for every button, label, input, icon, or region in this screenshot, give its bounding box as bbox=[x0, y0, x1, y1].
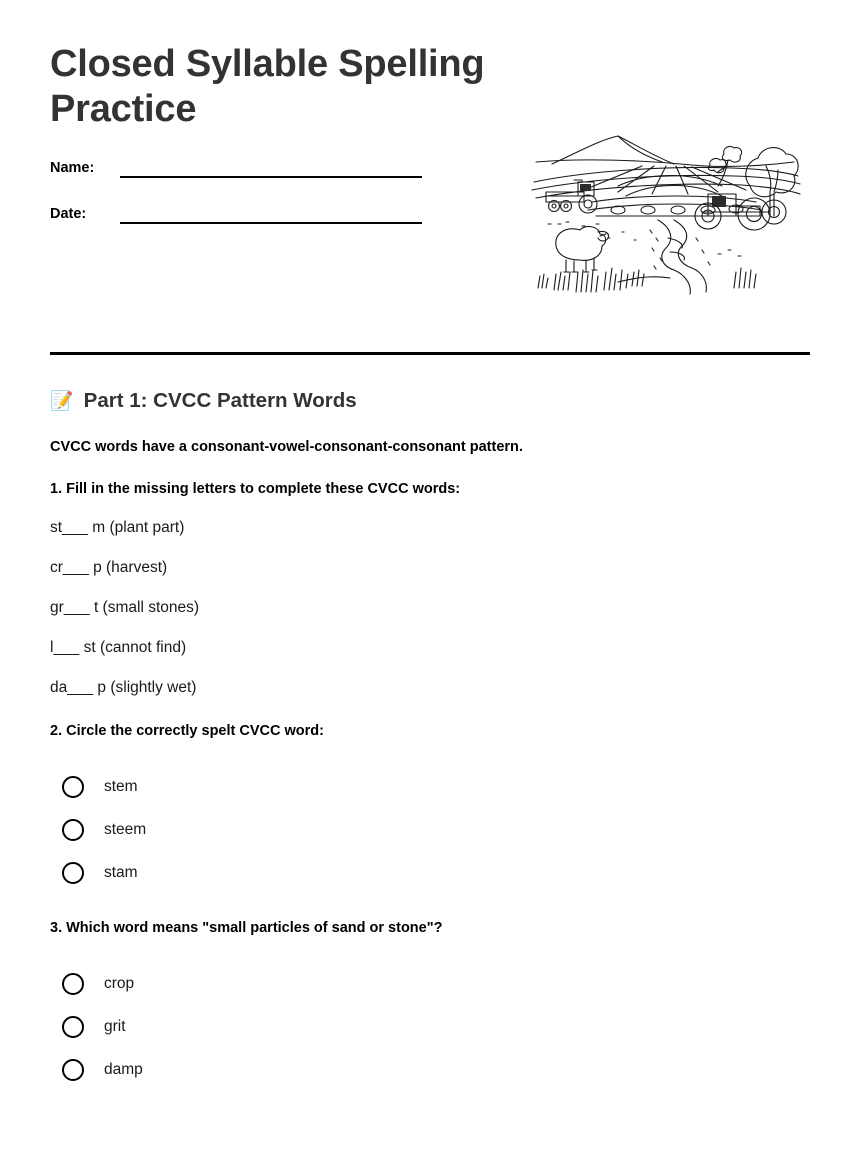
question-1-prompt: 1. Fill in the missing letters to complete these CVCC words: bbox=[50, 481, 461, 497]
option-label: crop bbox=[104, 974, 135, 992]
page-title: Closed Syllable Spelling Practice bbox=[50, 43, 485, 130]
option-label: grit bbox=[104, 1017, 126, 1035]
question-3-options bbox=[50, 962, 810, 1091]
fill-blank-item[interactable]: da___ p (slightly wet) bbox=[50, 679, 197, 696]
option-label: stem bbox=[104, 777, 138, 795]
fill-blank-item[interactable]: gr___ t (small stones) bbox=[50, 599, 200, 616]
section-divider bbox=[50, 352, 810, 355]
name-input-line[interactable] bbox=[120, 156, 422, 178]
radio-circle-icon[interactable] bbox=[62, 776, 84, 798]
radio-circle-icon[interactable] bbox=[62, 973, 84, 995]
worksheet-header bbox=[50, 0, 810, 304]
option-label: stam bbox=[104, 863, 138, 881]
fill-blank-item[interactable]: cr___ p (harvest) bbox=[50, 559, 168, 576]
question-2-options bbox=[50, 765, 810, 894]
question-2-prompt: 2. Circle the correctly spelt CVCC word: bbox=[50, 723, 324, 739]
name-field-row bbox=[50, 156, 422, 178]
option-label: damp bbox=[104, 1060, 143, 1078]
fill-blank-item[interactable]: l___ st (cannot find) bbox=[50, 639, 187, 656]
question-3-block bbox=[50, 920, 810, 1091]
part1-heading bbox=[50, 389, 810, 413]
radio-circle-icon[interactable] bbox=[62, 862, 84, 884]
question-2-block bbox=[50, 723, 810, 894]
option-row[interactable] bbox=[62, 765, 810, 808]
question-3-prompt: 3. Which word means "small particles of sand or stone"? bbox=[50, 920, 443, 936]
radio-circle-icon[interactable] bbox=[62, 819, 84, 841]
radio-circle-icon[interactable] bbox=[62, 1016, 84, 1038]
part1-heading-text: Part 1: CVCC Pattern Words bbox=[83, 389, 357, 412]
option-row[interactable] bbox=[62, 1048, 810, 1091]
date-input-line[interactable] bbox=[120, 202, 422, 224]
farm-scene-illustration bbox=[522, 120, 802, 298]
question-1-block bbox=[50, 481, 810, 697]
part1-intro-text: CVCC words have a consonant-vowel-consonant-consonant pattern. bbox=[50, 439, 523, 455]
option-label: steem bbox=[104, 820, 147, 838]
date-label: Date: bbox=[50, 205, 87, 222]
option-row[interactable] bbox=[62, 851, 810, 894]
option-row[interactable] bbox=[62, 1005, 810, 1048]
date-field-row bbox=[50, 202, 422, 224]
memo-icon: 📝 bbox=[50, 390, 74, 412]
option-row[interactable] bbox=[62, 808, 810, 851]
fill-blank-item[interactable]: st___ m (plant part) bbox=[50, 519, 185, 536]
radio-circle-icon[interactable] bbox=[62, 1059, 84, 1081]
name-label: Name: bbox=[50, 159, 95, 176]
option-row[interactable] bbox=[62, 962, 810, 1005]
